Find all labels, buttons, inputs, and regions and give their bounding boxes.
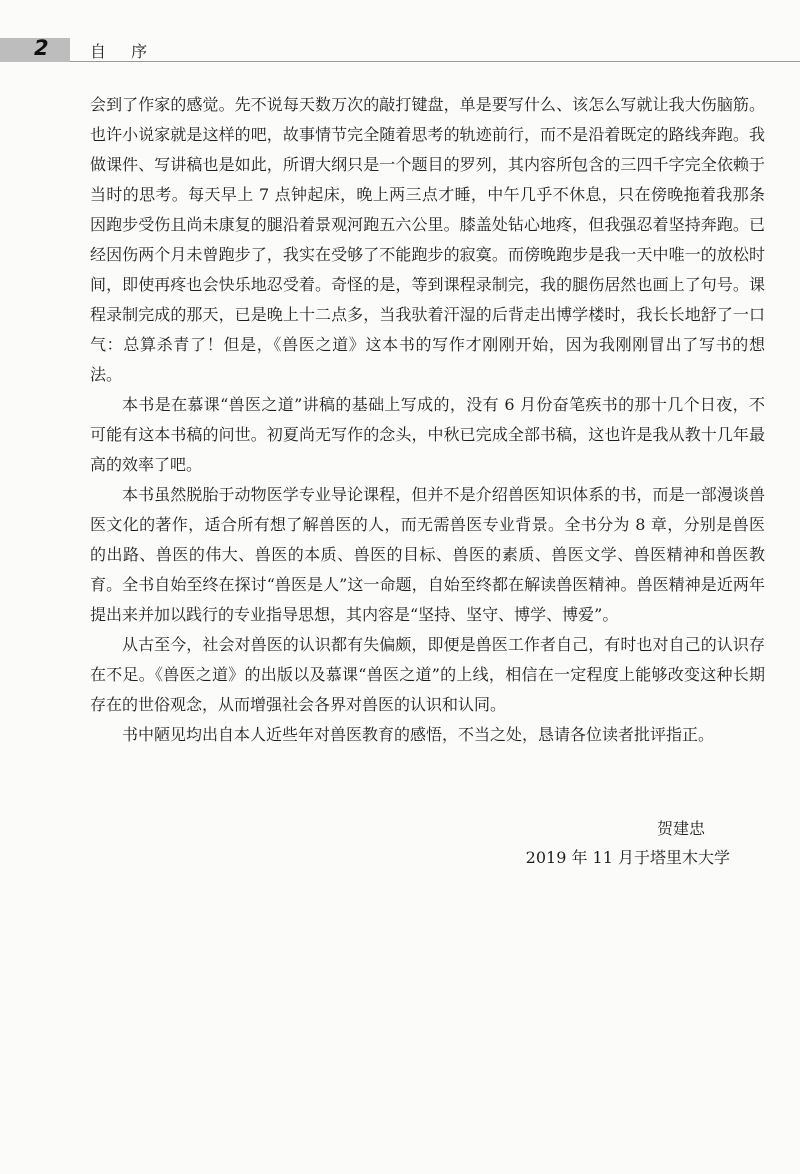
- paragraph: 书中陋见均出自本人近些年对兽医教育的感悟，不当之处，恳请各位读者批评指正。: [122, 725, 715, 744]
- paragraph-continued: 会到了作家的感觉。先不说每天数万次的敲打键盘，单是要写什么、该怎么写就让我大伤脑筋。也许小说家就是这样的吧，故事情节完全随着思考的轨迹前行，而不是沿着既定的路线奔跑。我做课件、写讲稿也是如此，所谓大纲只是一个题目的罗列，其内容所包含的三四千字完全依赖于当时的思考。每天早上 7 点钟起床，晚上两三点才睡，中午几乎不休息，只在傍晚拖着我那条因跑步受伤且尚未康复的腿沿着景观河跑五六公里。膝盖处钻心地疼，但我强忍着坚持奔跑。已经因伤两个月未曾跑步了，我实在受够了不能跑步的寂寞。而傍晚跑步是我一天中唯一的放松时间，即使再疼也会快乐地忍受着。奇怪的是，等到课程录制完，我的腿伤居然也画上了句号。课程录制完成的那天，已是晚上十二点多，当我驮着汗湿的后背走出博学楼时，我长长地舒了一口气：总算杀青了！但是，《兽医之道》这本书的写作才刚刚开始，因为我刚刚冒出了写书的想法。: [90, 95, 765, 384]
- preface-body: [90, 90, 765, 750]
- paragraph: 本书虽然脱胎于动物医学专业导论课程，但并不是介绍兽医知识体系的书，而是一部漫谈兽医文化的著作，适合所有想了解兽医的人，而无需兽医专业背景。全书分为 8 章，分别是兽医的出路、兽医的伟大、兽医的本质、兽医的目标、兽医的素质、兽医文学、兽医精神和兽医教育。全书自始至终在探讨“兽医是人”这一命题，自始至终都在解读兽医精神。兽医精神是近两年提出来并加以践行的专业指导思想，其内容是“坚持、坚守、博学、博爱”。: [90, 485, 765, 624]
- signature-date: 2019 年 11 月于塔里木大学: [525, 848, 730, 867]
- paragraph: 从古至今，社会对兽医的认识都有失偏颇，即便是兽医工作者自己，有时也对自己的认识存在不足。《兽医之道》的出版以及慕课“兽医之道”的上线，相信在一定程度上能够改变这种长期存在的世俗观念，从而增强社会各界对兽医的认识和认同。: [90, 635, 765, 714]
- page-header: [0, 38, 800, 66]
- running-title: 自 序: [90, 42, 158, 61]
- page-number-tab: [0, 38, 70, 62]
- header-divider: [70, 61, 800, 62]
- author-name: 贺建忠: [656, 819, 705, 838]
- page-number: 2: [34, 36, 49, 60]
- paragraph: 本书是在慕课“兽医之道”讲稿的基础上写成的，没有 6 月份奋笔疾书的那十几个日夜，不可能有这本书稿的问世。初夏尚无写作的念头，中秋已完成全部书稿，这也许是我从教十几年最高的效率了吧。: [90, 395, 765, 474]
